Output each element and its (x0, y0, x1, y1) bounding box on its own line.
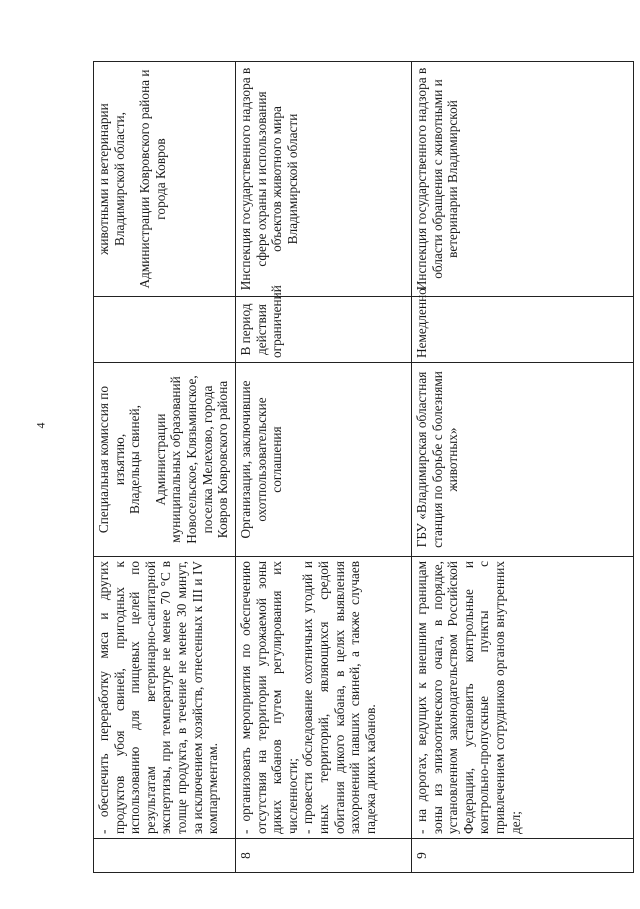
control-cell (236, 62, 412, 297)
term-cell (94, 297, 236, 363)
action-text: - на дорогах, ведущих к внешним границам зоны из эпизоотического очага, в порядке, установленном законодательством Российской Федерации, установить контрольные и контрольно-пропускные пункты с привлечением сотрудников органов внутренних дел; (414, 561, 523, 834)
action-text: - провести обследование охотничьих угодий и иных территорий, являющихся средой обитания дикого кабана, в целях выявления захоронений павших свиней, а также случаев падежа диких кабанов. (300, 561, 378, 834)
table-row (236, 62, 412, 873)
responsible-cell (412, 363, 634, 557)
responsible-text: Администрации муниципальных образований Новосельское, Клязьминское, поселка Мелехово, города Ковров Ковровского района (152, 375, 231, 544)
row-number: 8 (236, 839, 412, 873)
action-text: - организовать мероприятия по обеспечению отсутствия на территории угрожаемой зоны диких кабанов путем регулирования их численности; (238, 561, 300, 834)
control-text: Инспекция государственного надзора в сфере охраны и использования объектов животного мира Владимирской области (238, 67, 300, 291)
table-row (94, 62, 236, 873)
term-cell: В период действия ограничений (236, 297, 412, 363)
responsible-text: ГБУ «Владимирская областная станция по борьбе с болезнями животных» (414, 371, 461, 548)
control-cell (412, 62, 634, 297)
table-row (412, 62, 634, 873)
responsible-text: Специальная комиссия по изъятию, (96, 385, 127, 534)
control-cell (94, 62, 236, 297)
row-number (94, 839, 236, 873)
control-text: Инспекция государственного надзора в области обращения с животными и ветеринарии Владимирской (414, 67, 461, 291)
responsible-cell (236, 363, 412, 557)
action-cell (94, 557, 236, 839)
row-number: 9 (412, 839, 634, 873)
action-cell (412, 557, 634, 839)
page-number: 4 (33, 422, 48, 429)
responsible-cell (94, 363, 236, 557)
action-text: - обеспечить переработку мяса и других продуктов убоя свиней, пригодных к использованию для пищевых целей по результатам ветеринарно-санитарной экспертизы, при температуре не менее 70 °С в толще продукта, в течение не менее 30 минут, за исключением хозяйств, отнесенных к III и IV компартментам. (96, 561, 221, 834)
control-text: животными и ветеринарии Владимирской области, (96, 103, 127, 255)
measures-table (93, 61, 634, 873)
term-cell: Немедленно (412, 297, 634, 363)
action-cell (236, 557, 412, 839)
control-text: Администрации Ковровского района и города Ковров (137, 69, 168, 289)
table-container (93, 61, 634, 873)
responsible-text: Организации, заключившие охотпользовательские соглашения (238, 380, 285, 539)
responsible-text: Владельцы свиней, (127, 405, 143, 514)
